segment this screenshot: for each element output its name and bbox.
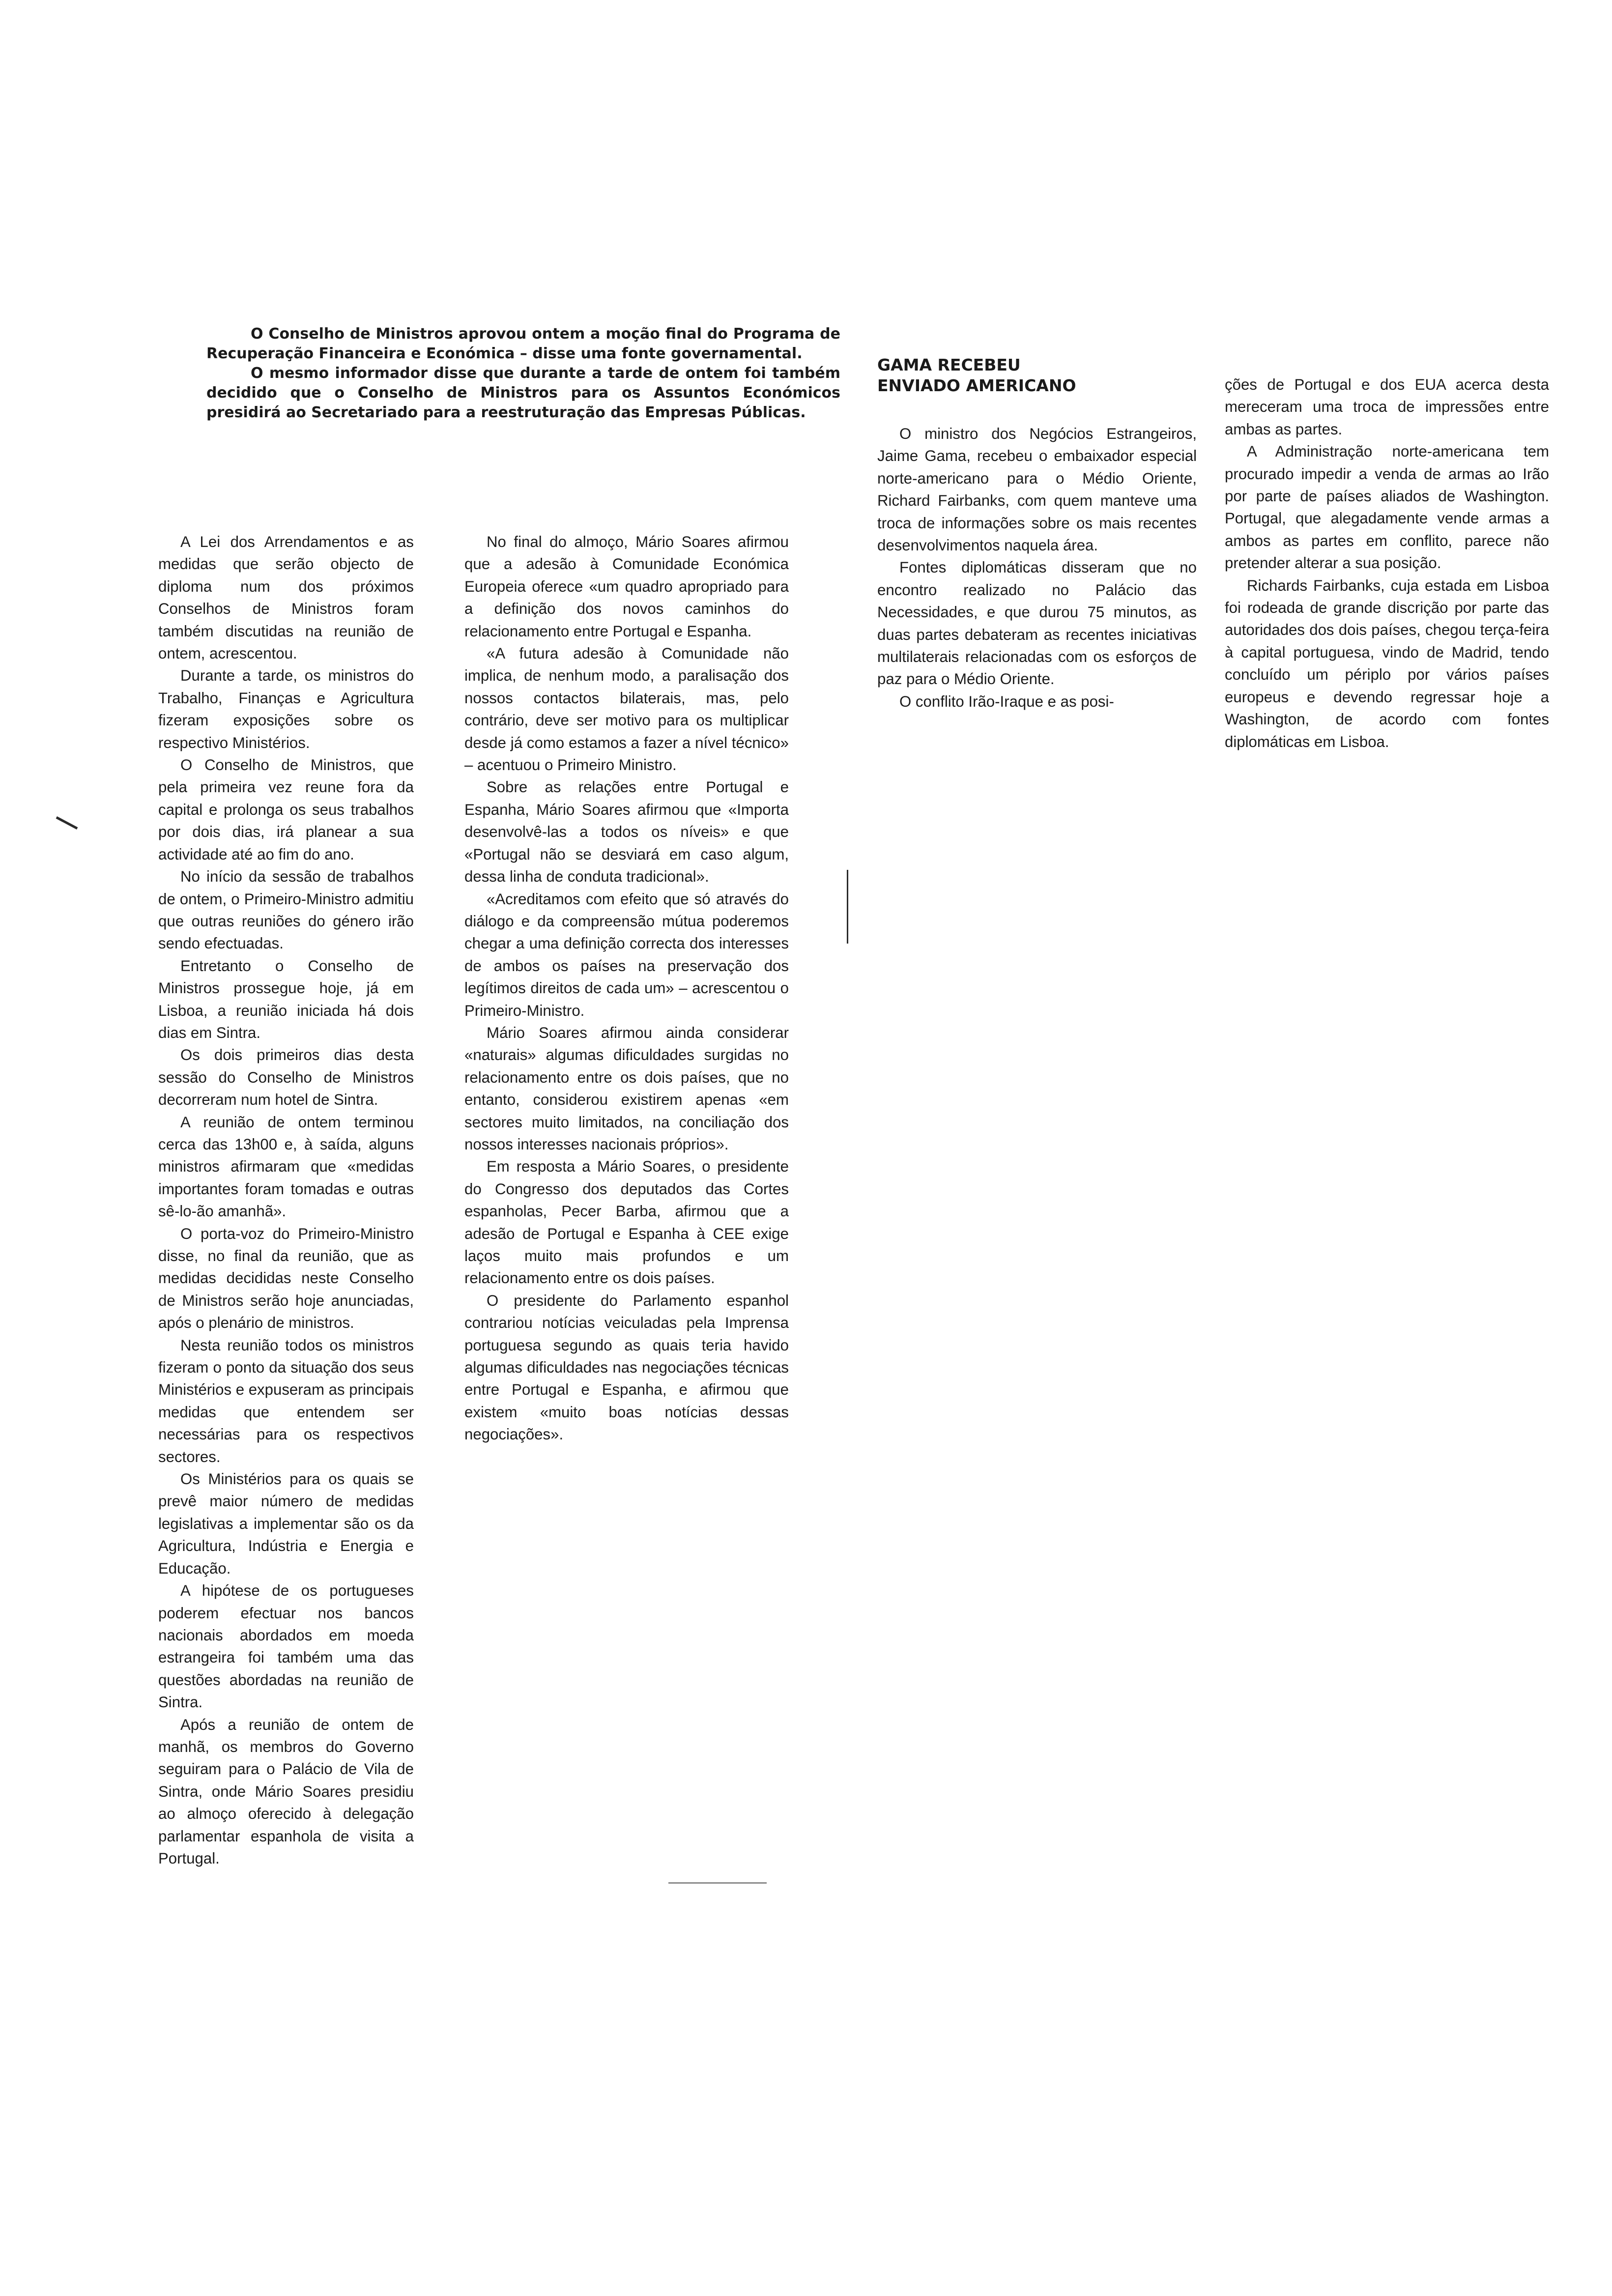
lead-paragraphs	[206, 324, 840, 423]
body-paragraph: Mário Soares afirmou ainda considerar «naturais» algumas dificuldades surgidas no relacionamento entre os dois países, que no entanto, considerou existirem apenas «em sectores muito limitados, na conciliação dos nossos interesses nacionais próprios».	[464, 1024, 789, 1153]
body-paragraph: Após a reunião de ontem de manhã, os membros do Governo seguiram para o Palácio de Vila de Sintra, onde Mário Soares presidiu ao almoço oferecido à delegação parlamentar espanhola de visita a Portugal.	[158, 1716, 414, 1867]
body-paragraph: Durante a tarde, os ministros do Trabalho, Finanças e Agricultura fizeram exposições sobre os respectivo Ministérios.	[158, 667, 414, 751]
lead-paragraph: O Conselho de Ministros aprovou ontem a moção final do Programa de Recuperação Financeira e Económica – disse uma fonte governamental.	[206, 325, 840, 362]
body-paragraph: Sobre as relações entre Portugal e Espanha, Mário Soares afirmou que «Importa desenvolvê-las a todos os níveis» e que «Portugal não se desviará em caso algum, dessa linha de conduta tradicional».	[464, 778, 789, 886]
article-column-3	[877, 423, 1197, 713]
body-paragraph: Os Ministérios para os quais se prevê maior número de medidas legislativas a implementar são os da Agricultura, Indústria e Energia e Educação.	[158, 1470, 414, 1577]
scan-artifact-line	[668, 1882, 767, 1884]
body-paragraph: O porta-voz do Primeiro-Ministro disse, no final da reunião, que as medidas decididas neste Conselho de Ministros serão hoje anunciadas, após o plenário de ministros.	[158, 1225, 414, 1332]
column-rule-fragment	[847, 870, 848, 944]
article-column-2	[464, 531, 789, 1446]
lead-paragraph: O mesmo informador disse que durante a tarde de ontem foi também decidido que o Conselho de Ministros para os Assuntos Económicos presidirá ao Secretariado para a reestruturação das Empresas Públicas.	[206, 365, 840, 421]
body-paragraph: Richards Fairbanks, cuja estada em Lisboa foi rodeada de grande discrição por parte das autoridades dos dois países, chegou terça-feira à capital portuguesa, vindo de Madrid, tendo concluído um périplo por vários países europeus e devendo regressar hoje a Washington, de acordo com fontes diplomáticas em Lisboa.	[1225, 576, 1549, 750]
body-paragraph: O Conselho de Ministros, que pela primeira vez reune fora da capital e prolonga os seus trabalhos por dois dias, irá planear a sua actividade até ao fim do ano.	[158, 756, 414, 863]
article-column-4	[1225, 373, 1549, 753]
body-paragraph: No final do almoço, Mário Soares afirmou que a adesão à Comunidade Económica Europeia oferece «um quadro apropriado para a definição dos novos caminhos do relacionamento entre Portugal e Espanha.	[464, 533, 789, 640]
body-paragraph: O presidente do Parlamento espanhol contrariou notícias veiculadas pela Imprensa portuguesa segundo as quais teria havido algumas dificuldades nas negociações técnicas entre Portugal e Espanha, e afirmou que existem «muito boas notícias dessas negociações».	[464, 1292, 789, 1443]
body-paragraph: A Lei dos Arrendamentos e as medidas que serão objecto de diploma num dos próximos Conselhos de Ministros foram também discutidas na reunião de ontem, acrescentou.	[158, 533, 414, 662]
body-paragraph: O conflito Irão-Iraque e as posi-	[899, 692, 1114, 710]
scan-artifact-mark	[56, 816, 78, 830]
article-headline	[877, 355, 1197, 396]
body-paragraph: A reunião de ontem terminou cerca das 13h00 e, à saída, alguns ministros afirmaram que «medidas importantes foram tomadas e outras sê-lo-ão amanhã».	[158, 1113, 414, 1220]
body-paragraph: O ministro dos Negócios Estrangeiros, Jaime Gama, recebeu o embaixador especial norte-americano para o Médio Oriente, Richard Fairbanks, com quem manteve uma troca de informações sobre os mais recentes desenvolvimentos naquela área.	[877, 425, 1197, 554]
headline-line: GAMA RECEBEU	[877, 355, 1021, 374]
headline-line: ENVIADO AMERICANO	[877, 376, 1076, 395]
body-paragraph: Fontes diplomáticas disseram que no encontro realizado no Palácio das Necessidades, e que durou 75 minutos, as duas partes debateram as recentes iniciativas multilaterais relacionadas com os esforços de paz para o Médio Oriente.	[877, 559, 1197, 688]
body-paragraph: «Acreditamos com efeito que só através do diálogo e da compreensão mútua poderemos chegar a uma definição correcta dos interesses de ambos os países na preservação dos legítimos direitos de cada um» – acrescentou o Primeiro-Ministro.	[464, 890, 789, 1019]
body-paragraph: Em resposta a Mário Soares, o presidente do Congresso dos deputados das Cortes espanholas, Pecer Barba, afirmou que a adesão de Portugal e Espanha à CEE exige laços muito mais profundos e um relacionamento entre os dois países.	[464, 1158, 789, 1287]
body-paragraph: Nesta reunião todos os ministros fizeram o ponto da situação dos seus Ministérios e expuseram as principais medidas que entendem ser necessárias para os respectivos sectores.	[158, 1336, 414, 1465]
body-paragraph: Entretanto o Conselho de Ministros prossegue hoje, já em Lisboa, a reunião iniciada há dois dias em Sintra.	[158, 957, 414, 1041]
body-paragraph: Os dois primeiros dias desta sessão do Conselho de Ministros decorreram num hotel de Sintra.	[158, 1046, 414, 1109]
body-paragraph: A Administração norte-americana tem procurado impedir a venda de armas ao Irão por parte de países aliados de Washington. Portugal, que alegadamente vende armas a ambos as partes em conflito, parece não pretender alterar a sua posição.	[1225, 443, 1549, 572]
body-paragraph: A hipótese de os portugueses poderem efectuar nos bancos nacionais abordados em moeda estrangeira foi também uma das questões abordadas na reunião de Sintra.	[158, 1582, 414, 1711]
body-paragraph: «A futura adesão à Comunidade não implica, de nenhum modo, a paralisação dos nossos contactos bilaterais, mas, pelo contrário, deve ser motivo para os multiplicar desde já como estamos a fazer a nível técnico» – acentuou o Primeiro Ministro.	[464, 645, 789, 774]
body-paragraph: ções de Portugal e dos EUA acerca desta mereceram uma troca de impressões entre ambas as partes.	[1225, 376, 1549, 438]
body-paragraph: No início da sessão de trabalhos de ontem, o Primeiro-Ministro admitiu que outras reuniões do género irão sendo efectuadas.	[158, 868, 414, 952]
article-column-1	[158, 531, 414, 1869]
